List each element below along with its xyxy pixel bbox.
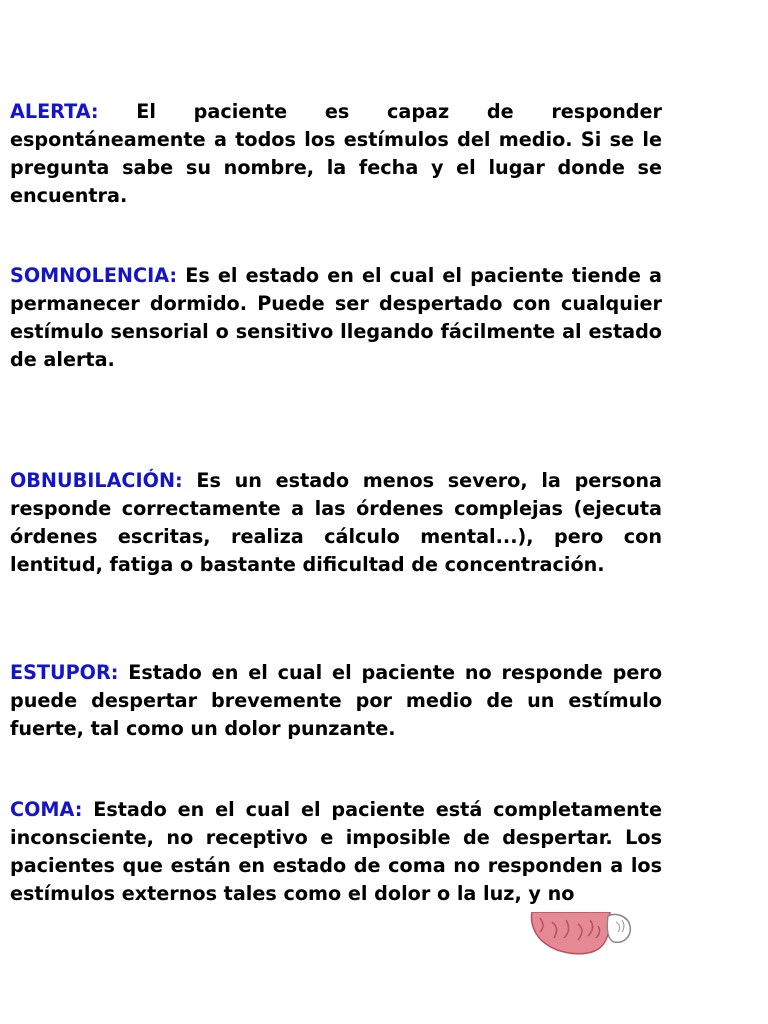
entry-somnolencia <box>10 262 662 374</box>
definition-estupor: Estado en el cual el paciente no responde pero puede despertar brevemente por medio de un estímulo fuerte, tal como un dolor punzante. <box>10 661 662 740</box>
definition-somnolencia: Es el estado en el cual el paciente tiende a permanecer dormido. Puede ser despertado con cualquier estímulo sensorial o sensitivo llegando fácilmente al estado de alerta. <box>10 264 662 371</box>
entry-estupor <box>10 659 662 743</box>
brain-icon <box>528 912 632 956</box>
definition-obnubilacion: Es un estado menos severo, la persona responde correctamente a las órdenes complejas (ejecuta órdenes escritas, realiza cálculo mental...), pero con lentitud, fatiga o bastante dificultad de concentración. <box>10 469 662 576</box>
definition-coma: Estado en el cual el paciente está completamente inconsciente, no receptivo e imposible de despertar. Los pacientes que están en estado de coma no responden a los estímulos externos tales como el dolor o la luz, y no <box>10 798 662 905</box>
entry-obnubilacion <box>10 467 662 579</box>
term-obnubilacion: OBNUBILACIÓN: <box>10 469 183 492</box>
definition-alerta: El paciente es capaz de responder espontáneamente a todos los estímulos del medio. Si se le pregunta sabe su nombre, la fecha y el lugar donde se encuentra. <box>10 100 662 207</box>
term-estupor: ESTUPOR: <box>10 661 119 684</box>
term-coma: COMA: <box>10 798 83 821</box>
entry-alerta <box>10 98 662 210</box>
entry-coma <box>10 796 662 906</box>
term-alerta: ALERTA: <box>10 100 99 123</box>
term-somnolencia: SOMNOLENCIA: <box>10 264 178 287</box>
